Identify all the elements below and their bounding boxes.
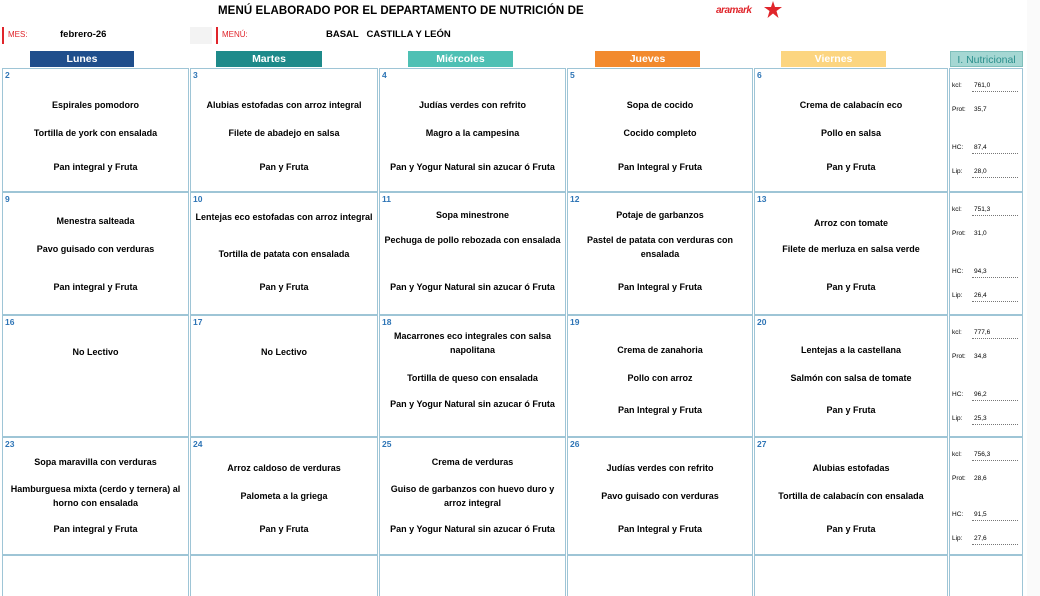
nutri-row-lip — [952, 167, 1020, 179]
nutri-row-kcl — [952, 81, 1020, 93]
day-cell — [567, 437, 753, 555]
dish-2: Salmón con salsa de tomate — [790, 373, 912, 383]
nutri-row-hc — [952, 390, 1020, 402]
day-number: 3 — [193, 70, 198, 80]
nutri-row-prot — [952, 229, 1020, 241]
day-cell — [190, 68, 378, 192]
nutri-label: Prot: — [952, 230, 966, 237]
dish-3: Pan y Fruta — [826, 282, 876, 292]
nutri-label: HC: — [952, 511, 964, 518]
day-cell — [379, 192, 566, 315]
nutri-row-lip — [952, 534, 1020, 546]
dish-2: Pechuga de pollo rebozada con ensalada — [384, 235, 561, 245]
day-cell — [754, 315, 948, 437]
day-number: 25 — [382, 439, 392, 449]
nutri-label: kcl: — [952, 451, 962, 458]
empty-cell — [190, 555, 378, 596]
nutri-label: Prot: — [952, 106, 966, 113]
dish-2: Pollo con arroz — [627, 373, 693, 383]
day-cell — [2, 315, 189, 437]
dish-1: Crema de verduras — [431, 457, 514, 467]
dish-2: Tortilla de patata con ensalada — [218, 249, 350, 259]
dish-1: Judías verdes con refrito — [418, 100, 527, 110]
nutri-label: Lip: — [952, 415, 963, 422]
dish-3: Pan y Fruta — [826, 162, 876, 172]
nutri-value: 87,4 — [974, 144, 987, 151]
dish-2: Tortilla de calabacín con ensalada — [778, 491, 924, 501]
day-number: 26 — [570, 439, 580, 449]
nutri-row-kcl — [952, 328, 1020, 340]
dish-2: Filete de merluza en salsa verde — [782, 244, 920, 254]
day-cell — [754, 68, 948, 192]
nutri-label: kcl: — [952, 206, 962, 213]
nutri-header: I. Nutricional — [950, 51, 1023, 67]
nutri-row-lip — [952, 291, 1020, 303]
day-number: 23 — [5, 439, 15, 449]
day-cell — [190, 192, 378, 315]
dish-2: Magro a la campesina — [425, 128, 520, 138]
dish-1: Menestra salteada — [56, 216, 135, 226]
dotted-line — [972, 215, 1018, 216]
day-number: 13 — [757, 194, 767, 204]
nutri-label: HC: — [952, 268, 964, 275]
dish-2: Guiso de garbanzos con huevo duro y arroz integral — [390, 484, 555, 508]
dish-3: Pan Integral y Fruta — [617, 524, 703, 534]
nutri-value: 91,5 — [974, 511, 987, 518]
nutrition-info — [949, 68, 1023, 192]
day-cell — [567, 68, 753, 192]
day-number: 5 — [570, 70, 575, 80]
nutri-label: HC: — [952, 144, 964, 151]
dish-1: No Lectivo — [72, 347, 119, 357]
day-number: 20 — [757, 317, 767, 327]
dish-1: Arroz con tomate — [813, 218, 888, 228]
day-number: 16 — [5, 317, 15, 327]
nutrition-info — [949, 192, 1023, 315]
day-cell — [2, 192, 189, 315]
nutri-value: 756,3 — [974, 451, 991, 458]
day-cell — [379, 315, 566, 437]
day-header-0: Lunes — [30, 51, 134, 67]
nutri-row-kcl — [952, 205, 1020, 217]
day-header-2: Miércoles — [408, 51, 513, 67]
nutri-value: 25,3 — [974, 415, 987, 422]
day-header-4: Viernes — [781, 51, 886, 67]
day-cell — [754, 192, 948, 315]
day-cell — [379, 68, 566, 192]
dish-2: Filete de abadejo en salsa — [228, 128, 340, 138]
dish-1: Alubias estofadas con arroz integral — [206, 100, 362, 110]
nutri-row-prot — [952, 474, 1020, 486]
shade-block — [190, 27, 212, 44]
page-title: MENÚ ELABORADO POR EL DEPARTAMENTO DE NUTRICIÓN DE — [218, 5, 584, 17]
nutri-value: 94,3 — [974, 268, 987, 275]
nutri-row-prot — [952, 352, 1020, 364]
dish-1: Sopa maravilla con verduras — [34, 457, 157, 467]
day-number: 6 — [757, 70, 762, 80]
empty-cell — [2, 555, 189, 596]
dish-1: Judías verdes con refrito — [606, 463, 714, 473]
dish-1: Macarrones eco integrales con salsa napolitana — [393, 331, 552, 355]
nutrition-info — [949, 315, 1023, 437]
dish-3: Pan integral y Fruta — [53, 282, 138, 292]
menu-label: MENÚ: — [222, 30, 248, 39]
day-number: 9 — [5, 194, 10, 204]
nutri-label: Lip: — [952, 168, 963, 175]
dish-3: Pan y Yogur Natural sin azucar ó Fruta — [390, 399, 555, 409]
dish-2: Tortilla de york con ensalada — [33, 128, 158, 138]
dotted-line — [972, 277, 1018, 278]
dish-2: Cocido completo — [623, 128, 697, 138]
dish-1: No Lectivo — [260, 347, 307, 357]
dish-1: Sopa minestrone — [435, 210, 509, 220]
dish-1: Arroz caldoso de verduras — [227, 463, 341, 473]
dish-1: Potaje de garbanzos — [616, 210, 704, 220]
nutrition-info — [949, 437, 1023, 555]
dish-1: Alubias estofadas — [812, 463, 890, 473]
dish-1: Lentejas eco estofadas con arroz integral — [195, 212, 373, 222]
empty-cell — [379, 555, 566, 596]
day-number: 12 — [570, 194, 580, 204]
nutri-row-hc — [952, 143, 1020, 155]
day-number: 24 — [193, 439, 203, 449]
nutri-row-lip — [952, 414, 1020, 426]
dish-1: Crema de zanahoria — [617, 345, 703, 355]
dish-3: Pan y Fruta — [826, 405, 876, 415]
dotted-line — [972, 338, 1018, 339]
dotted-line — [972, 153, 1018, 154]
nutri-value: 96,2 — [974, 391, 987, 398]
nutri-label: HC: — [952, 391, 964, 398]
dish-1: Crema de calabacín eco — [799, 100, 903, 110]
dotted-line — [972, 520, 1018, 521]
nutri-row-hc — [952, 267, 1020, 279]
dotted-line — [972, 301, 1018, 302]
logo-text: aramark — [716, 5, 752, 16]
day-cell — [567, 192, 753, 315]
nutri-value: 28,0 — [974, 168, 987, 175]
nutri-label: kcl: — [952, 82, 962, 89]
day-cell — [754, 437, 948, 555]
dish-2: Pastel de patata con verduras con ensalada — [586, 235, 734, 259]
aramark-logo — [716, 2, 786, 20]
nutri-value: 761,0 — [974, 82, 991, 89]
day-number: 18 — [382, 317, 392, 327]
day-number: 11 — [382, 194, 391, 204]
dish-2: Tortilla de queso con ensalada — [407, 373, 538, 383]
dish-3: Pan y Yogur Natural sin azucar ó Fruta — [390, 162, 555, 172]
day-number: 4 — [382, 70, 387, 80]
menu-value: BASAL CASTILLA Y LEÓN — [326, 29, 451, 40]
dish-2: Pavo guisado con verduras — [36, 244, 155, 254]
dish-1: Lentejas a la castellana — [800, 345, 902, 355]
day-cell — [190, 437, 378, 555]
right-margin — [1027, 0, 1040, 596]
dotted-line — [972, 460, 1018, 461]
dotted-line — [972, 177, 1018, 178]
day-header-3: Jueves — [595, 51, 700, 67]
dish-2: Pollo en salsa — [820, 128, 882, 138]
dish-1: Espirales pomodoro — [51, 100, 140, 110]
dish-3: Pan y Fruta — [826, 524, 876, 534]
day-number: 10 — [193, 194, 203, 204]
dotted-line — [972, 400, 1018, 401]
nutri-value: 777,6 — [974, 329, 991, 336]
mes-value: febrero-26 — [60, 29, 107, 40]
mes-field — [2, 27, 188, 44]
star-icon — [762, 0, 784, 20]
nutri-value: 28,6 — [974, 475, 987, 482]
dish-2: Pavo guisado con verduras — [601, 491, 719, 501]
nutri-value: 26,4 — [974, 292, 987, 299]
dish-3: Pan y Yogur Natural sin azucar ó Fruta — [390, 524, 555, 534]
day-number: 27 — [757, 439, 767, 449]
dish-3: Pan Integral y Fruta — [617, 162, 703, 172]
nutri-value: 751,3 — [974, 206, 991, 213]
dish-1: Sopa de cocido — [626, 100, 694, 110]
dotted-line — [972, 544, 1018, 545]
nutri-label: Prot: — [952, 353, 966, 360]
empty-cell — [754, 555, 948, 596]
dish-3: Pan integral y Fruta — [53, 524, 138, 534]
menu-field — [216, 27, 1026, 44]
nutri-label: Lip: — [952, 535, 963, 542]
nutri-value: 35,7 — [974, 106, 987, 113]
day-cell — [2, 68, 189, 192]
day-cell — [567, 315, 753, 437]
dish-2: Hamburguesa mixta (cerdo y ternera) al horno con ensalada — [10, 484, 181, 508]
dish-3: Pan Integral y Fruta — [617, 282, 703, 292]
nutri-value: 31,0 — [974, 230, 987, 237]
dish-2: Palometa a la griega — [240, 491, 328, 501]
dotted-line — [972, 424, 1018, 425]
dish-3: Pan Integral y Fruta — [617, 405, 703, 415]
nutri-label: Prot: — [952, 475, 966, 482]
day-cell — [190, 315, 378, 437]
day-number: 17 — [193, 317, 203, 327]
nutri-row-prot — [952, 105, 1020, 117]
day-number: 19 — [570, 317, 580, 327]
nutri-label: Lip: — [952, 292, 963, 299]
day-number: 2 — [5, 70, 10, 80]
dish-3: Pan y Fruta — [259, 162, 309, 172]
day-cell — [2, 437, 189, 555]
dish-3: Pan y Fruta — [259, 282, 309, 292]
dish-3: Pan y Fruta — [259, 524, 309, 534]
nutri-label: kcl: — [952, 329, 962, 336]
dotted-line — [972, 91, 1018, 92]
dish-3: Pan y Yogur Natural sin azucar ó Fruta — [390, 282, 555, 292]
dish-3: Pan integral y Fruta — [53, 162, 138, 172]
empty-nutrition — [949, 555, 1023, 596]
day-cell — [379, 437, 566, 555]
empty-cell — [567, 555, 753, 596]
mes-label: MES: — [8, 30, 28, 39]
nutri-row-hc — [952, 510, 1020, 522]
nutri-row-kcl — [952, 450, 1020, 462]
nutri-value: 34,8 — [974, 353, 987, 360]
nutri-value: 27,6 — [974, 535, 987, 542]
day-header-1: Martes — [216, 51, 322, 67]
